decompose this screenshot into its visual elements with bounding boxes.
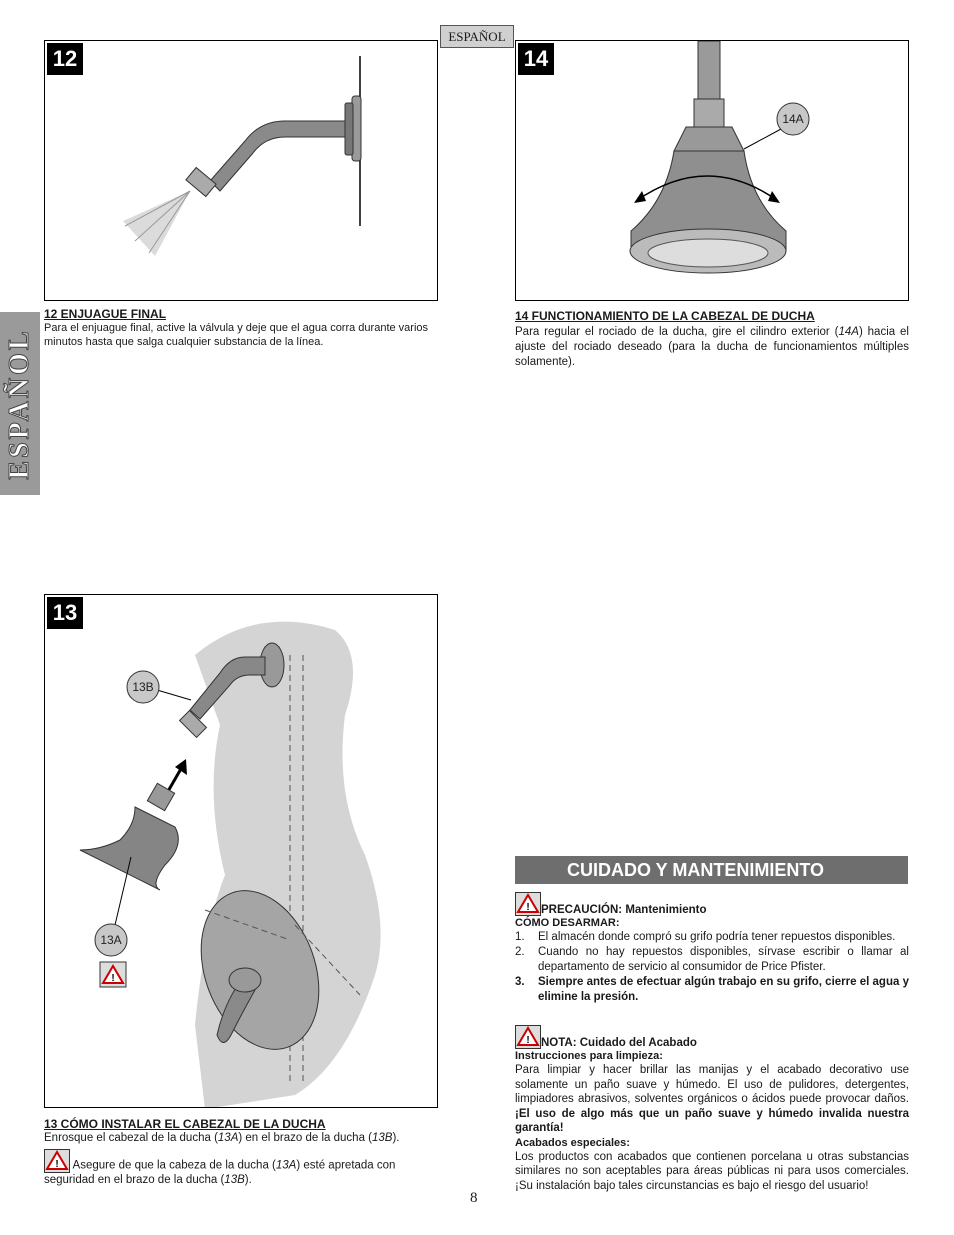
- callout-14a-label: 14A: [782, 112, 804, 126]
- disassemble-label: CÓMO DESARMAR:: [515, 917, 620, 929]
- caution-heading: ! PRECAUCIÓN: Mantenimiento: [515, 892, 909, 916]
- step-14-text: Para regular el rociado de la ducha, gire el cilindro exterior (14A) hacia el ajuste del rociado deseado (para la ducha de funcionamientos múltiples solamente).: [515, 326, 909, 368]
- section-title-care: CUIDADO Y MANTENIMIENTO: [515, 856, 908, 884]
- warning-icon: [100, 962, 126, 987]
- note-heading: ! NOTA: Cuidado del Acabado: [515, 1025, 909, 1049]
- special-finishes-text: Los productos con acabados que contienen porcelana u otras substancias similares no son aceptables para áreas públicas ni para usos comerciales. ¡Su instalación bajo tales circunstancias es bajo el riesgo del usuario!: [515, 1150, 909, 1192]
- svg-text:!: !: [526, 902, 530, 913]
- step-13-warning: ! Asegure de que la cabeza de la ducha (13A) esté apretada con seguridad en el brazo de la ducha (13B).: [44, 1149, 440, 1188]
- side-language-tab: [0, 312, 40, 495]
- figure-step-12: [44, 40, 438, 301]
- page-number: 8: [470, 1190, 478, 1206]
- step-badge-14: 14: [518, 43, 554, 75]
- care-section: [515, 892, 909, 1193]
- svg-text:!: !: [526, 1035, 530, 1046]
- figure-step-14: [515, 40, 909, 301]
- figure-step-13: [44, 594, 438, 1108]
- caption-step-13: [44, 1117, 440, 1187]
- language-tab: ESPAÑOL: [440, 25, 514, 48]
- step-13-text: Enrosque el cabezal de la ducha (13A) en el brazo de la ducha (13B).: [44, 1132, 400, 1144]
- step-badge-12: 12: [47, 43, 83, 75]
- cleaning-text: Para limpiar y hacer brillar las manijas y el acabado decorativo use solamente un paño suave y húmedo. El uso de pulidores, detergentes, limpiadores abrasivos, solventes orgánicos o ácidos puede provocar daños. ¡El uso de algo más que un paño suave y húmedo invalida nuestra garantía!: [515, 1064, 909, 1134]
- step-13-title: 13 CÓMO INSTALAR EL CABEZAL DE LA DUCHA: [44, 1117, 326, 1131]
- step-12-title: 12 ENJUAGUE FINAL: [44, 307, 167, 321]
- special-finishes-label: Acabados especiales:: [515, 1136, 630, 1149]
- svg-text:!: !: [55, 1158, 59, 1170]
- list-item: 3. Siempre antes de efectuar algún trabajo en su grifo, cierre el agua y elimine la presión.: [515, 976, 909, 1003]
- shower-arm-spray-illustration: [45, 41, 438, 301]
- step-badge-13: 13: [47, 597, 83, 629]
- step-14-title: 14 FUNCTIONAMIENTO DE LA CABEZAL DE DUCHA: [515, 309, 815, 323]
- list-item: 1. El almacén donde compró su grifo podría tener repuestos disponibles.: [515, 931, 896, 943]
- callout-13a-label: 13A: [100, 933, 122, 947]
- warning-icon: [44, 1149, 70, 1173]
- care-steps-list: [515, 930, 909, 1005]
- list-item: 2. Cuando no hay repuestos disponibles, sírvase escribir o llamar al departamento de servicio al consumidor de Price Pfister.: [515, 946, 909, 973]
- svg-text:!: !: [111, 973, 115, 984]
- caption-step-12: [44, 307, 440, 349]
- callout-13b-label: 13B: [132, 680, 154, 694]
- caption-step-14: [515, 309, 909, 370]
- warning-icon: [515, 892, 541, 916]
- side-tab-label: ESPAÑOL: [4, 327, 35, 480]
- cleaning-label: Instrucciones para limpieza:: [515, 1050, 663, 1062]
- shower-head-installation-illustration: [45, 595, 438, 1108]
- step-12-text: Para el enjuague final, active la válvula y deje que el agua corra durante varios minutos hasta que salga cualquier substancia de la línea.: [44, 322, 429, 348]
- shower-head-illustration: [516, 41, 909, 301]
- note-icon: [515, 1025, 541, 1049]
